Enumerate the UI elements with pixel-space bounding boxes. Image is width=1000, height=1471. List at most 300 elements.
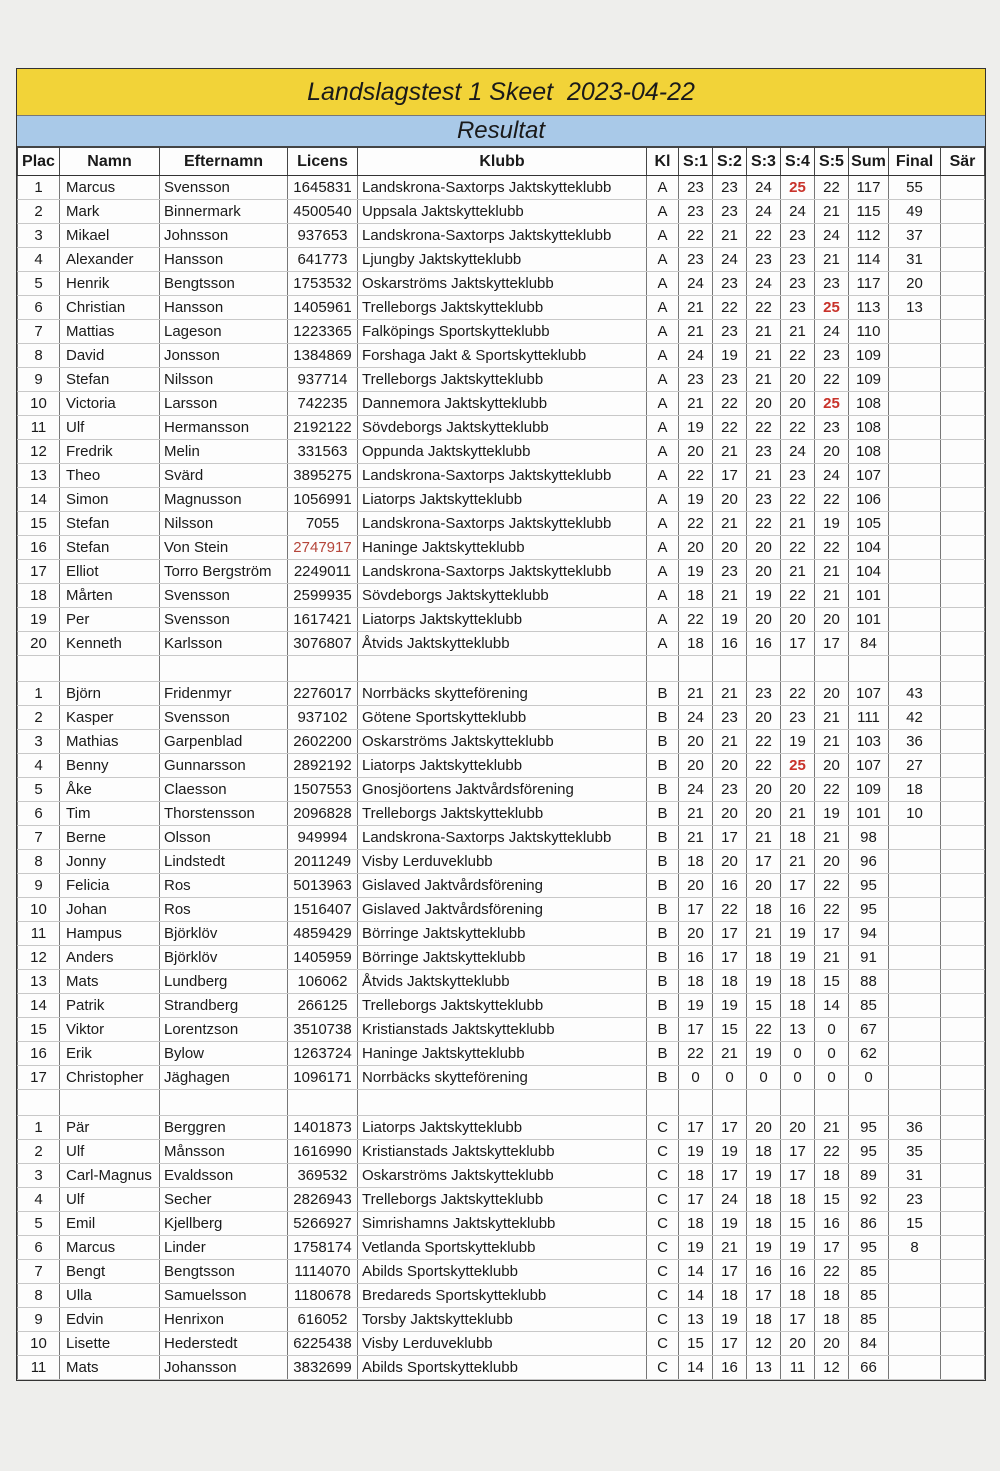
cell-plac: 14 (18, 994, 60, 1018)
cell-final (889, 994, 941, 1018)
cell-sum: 92 (849, 1188, 889, 1212)
cell-efternamn: Kjellberg (160, 1212, 288, 1236)
cell-kl: C (647, 1212, 679, 1236)
cell-klubb: Haninge Jaktskytteklubb (358, 536, 647, 560)
cell-klubb: Trelleborgs Jaktskytteklubb (358, 296, 647, 320)
cell-namn: Johan (60, 898, 160, 922)
cell-s3: 22 (747, 754, 781, 778)
column-header-sar: Sär (941, 148, 985, 176)
cell-namn: Pär (60, 1116, 160, 1140)
cell-s5: 25 (815, 296, 849, 320)
cell-s5: 0 (815, 1018, 849, 1042)
cell-sum: 85 (849, 994, 889, 1018)
cell-klubb: Kristianstads Jaktskytteklubb (358, 1018, 647, 1042)
cell-namn: Benny (60, 754, 160, 778)
empty-cell (18, 1090, 60, 1116)
result-row (18, 536, 985, 560)
result-row (18, 946, 985, 970)
cell-sum: 111 (849, 706, 889, 730)
cell-plac: 16 (18, 536, 60, 560)
cell-licens: 1180678 (288, 1284, 358, 1308)
empty-cell (60, 1090, 160, 1116)
cell-s4: 21 (781, 850, 815, 874)
cell-s2: 17 (713, 1116, 747, 1140)
empty-cell (647, 656, 679, 682)
cell-sum: 107 (849, 754, 889, 778)
cell-namn: Patrik (60, 994, 160, 1018)
cell-s5: 21 (815, 1116, 849, 1140)
cell-efternamn: Lundberg (160, 970, 288, 994)
cell-licens: 369532 (288, 1164, 358, 1188)
cell-s2: 16 (713, 1356, 747, 1380)
cell-sum: 95 (849, 874, 889, 898)
cell-s2: 21 (713, 224, 747, 248)
cell-s3: 21 (747, 368, 781, 392)
cell-s3: 23 (747, 248, 781, 272)
cell-s2: 16 (713, 632, 747, 656)
cell-s1: 18 (679, 850, 713, 874)
cell-efternamn: Johnsson (160, 224, 288, 248)
cell-kl: B (647, 1018, 679, 1042)
cell-final: 18 (889, 778, 941, 802)
cell-s1: 20 (679, 536, 713, 560)
cell-s1: 14 (679, 1284, 713, 1308)
cell-s3: 19 (747, 970, 781, 994)
cell-namn: Fredrik (60, 440, 160, 464)
cell-s5: 21 (815, 730, 849, 754)
cell-klubb: Trelleborgs Jaktskytteklubb (358, 802, 647, 826)
cell-licens: 742235 (288, 392, 358, 416)
cell-klubb: Landskrona-Saxtorps Jaktskytteklubb (358, 176, 647, 200)
cell-plac: 7 (18, 826, 60, 850)
cell-sum: 112 (849, 224, 889, 248)
result-row (18, 1140, 985, 1164)
cell-kl: A (647, 224, 679, 248)
cell-licens: 1056991 (288, 488, 358, 512)
cell-namn: Stefan (60, 512, 160, 536)
cell-s2: 22 (713, 416, 747, 440)
cell-s1: 17 (679, 1116, 713, 1140)
cell-kl: A (647, 296, 679, 320)
empty-cell (849, 1090, 889, 1116)
cell-sar (941, 536, 985, 560)
cell-licens: 1263724 (288, 1042, 358, 1066)
cell-sar (941, 778, 985, 802)
cell-plac: 9 (18, 874, 60, 898)
cell-s2: 21 (713, 440, 747, 464)
cell-efternamn: Larsson (160, 392, 288, 416)
cell-final: 43 (889, 682, 941, 706)
cell-final (889, 512, 941, 536)
cell-namn: Ulla (60, 1284, 160, 1308)
cell-plac: 2 (18, 200, 60, 224)
cell-efternamn: Magnusson (160, 488, 288, 512)
cell-s3: 21 (747, 320, 781, 344)
cell-s3: 13 (747, 1356, 781, 1380)
cell-sar (941, 464, 985, 488)
cell-final (889, 826, 941, 850)
cell-s5: 14 (815, 994, 849, 1018)
cell-s4: 24 (781, 200, 815, 224)
result-row (18, 488, 985, 512)
cell-s4: 13 (781, 1018, 815, 1042)
result-row (18, 754, 985, 778)
cell-s4: 25 (781, 176, 815, 200)
cell-sum: 101 (849, 584, 889, 608)
cell-klubb: Uppsala Jaktskytteklubb (358, 200, 647, 224)
result-row (18, 560, 985, 584)
cell-s5: 0 (815, 1042, 849, 1066)
cell-kl: C (647, 1356, 679, 1380)
cell-kl: A (647, 200, 679, 224)
cell-final (889, 850, 941, 874)
cell-sum: 108 (849, 440, 889, 464)
cell-s1: 21 (679, 826, 713, 850)
cell-sar (941, 826, 985, 850)
cell-klubb: Liatorps Jaktskytteklubb (358, 754, 647, 778)
cell-final (889, 874, 941, 898)
result-row (18, 970, 985, 994)
cell-final (889, 1018, 941, 1042)
cell-klubb: Landskrona-Saxtorps Jaktskytteklubb (358, 512, 647, 536)
cell-sar (941, 176, 985, 200)
cell-licens: 6225438 (288, 1332, 358, 1356)
cell-sum: 98 (849, 826, 889, 850)
column-header-namn: Namn (60, 148, 160, 176)
cell-s1: 22 (679, 1042, 713, 1066)
cell-s4: 19 (781, 730, 815, 754)
result-row (18, 922, 985, 946)
cell-s2: 23 (713, 706, 747, 730)
cell-klubb: Landskrona-Saxtorps Jaktskytteklubb (358, 826, 647, 850)
result-row (18, 778, 985, 802)
cell-efternamn: Olsson (160, 826, 288, 850)
cell-final (889, 1066, 941, 1090)
empty-cell (679, 1090, 713, 1116)
cell-kl: A (647, 584, 679, 608)
cell-s2: 21 (713, 1236, 747, 1260)
cell-plac: 11 (18, 922, 60, 946)
cell-s5: 21 (815, 706, 849, 730)
cell-sar (941, 1116, 985, 1140)
cell-efternamn: Hermansson (160, 416, 288, 440)
cell-s1: 20 (679, 730, 713, 754)
cell-sar (941, 200, 985, 224)
cell-plac: 3 (18, 730, 60, 754)
cell-sar (941, 1236, 985, 1260)
cell-s1: 24 (679, 706, 713, 730)
cell-s2: 23 (713, 176, 747, 200)
cell-licens: 7055 (288, 512, 358, 536)
cell-efternamn: Svensson (160, 176, 288, 200)
cell-s4: 22 (781, 488, 815, 512)
cell-klubb: Forshaga Jakt & Sportskytteklubb (358, 344, 647, 368)
cell-s3: 22 (747, 512, 781, 536)
cell-licens: 949994 (288, 826, 358, 850)
cell-s5: 17 (815, 632, 849, 656)
column-header-kl: Kl (647, 148, 679, 176)
cell-sum: 91 (849, 946, 889, 970)
cell-namn: Mark (60, 200, 160, 224)
cell-licens: 331563 (288, 440, 358, 464)
cell-s2: 21 (713, 512, 747, 536)
cell-sar (941, 994, 985, 1018)
cell-sum: 84 (849, 632, 889, 656)
cell-s1: 19 (679, 560, 713, 584)
cell-sar (941, 1212, 985, 1236)
cell-plac: 8 (18, 850, 60, 874)
cell-efternamn: Svensson (160, 584, 288, 608)
cell-s1: 21 (679, 682, 713, 706)
cell-final: 8 (889, 1236, 941, 1260)
cell-kl: B (647, 826, 679, 850)
cell-s2: 20 (713, 802, 747, 826)
result-row (18, 512, 985, 536)
cell-s5: 20 (815, 1332, 849, 1356)
cell-klubb: Visby Lerduveklubb (358, 1332, 647, 1356)
cell-kl: B (647, 730, 679, 754)
cell-final (889, 464, 941, 488)
cell-klubb: Haninge Jaktskytteklubb (358, 1042, 647, 1066)
cell-klubb: Visby Lerduveklubb (358, 850, 647, 874)
cell-s5: 23 (815, 272, 849, 296)
cell-sar (941, 706, 985, 730)
cell-licens: 1384869 (288, 344, 358, 368)
cell-klubb: Börringe Jaktskytteklubb (358, 946, 647, 970)
cell-s5: 22 (815, 1260, 849, 1284)
cell-namn: Elliot (60, 560, 160, 584)
cell-plac: 4 (18, 754, 60, 778)
cell-s3: 21 (747, 344, 781, 368)
empty-cell (18, 656, 60, 682)
cell-kl: B (647, 778, 679, 802)
cell-kl: B (647, 1042, 679, 1066)
cell-kl: B (647, 850, 679, 874)
cell-kl: B (647, 946, 679, 970)
cell-namn: Victoria (60, 392, 160, 416)
cell-namn: Edvin (60, 1308, 160, 1332)
cell-namn: Theo (60, 464, 160, 488)
cell-s3: 19 (747, 1164, 781, 1188)
cell-efternamn: Thorstensson (160, 802, 288, 826)
result-row (18, 706, 985, 730)
cell-kl: B (647, 754, 679, 778)
cell-efternamn: Hansson (160, 248, 288, 272)
cell-plac: 1 (18, 1116, 60, 1140)
cell-sar (941, 922, 985, 946)
cell-licens: 2096828 (288, 802, 358, 826)
cell-final (889, 946, 941, 970)
cell-s1: 20 (679, 922, 713, 946)
cell-s1: 24 (679, 272, 713, 296)
cell-kl: C (647, 1308, 679, 1332)
cell-s4: 22 (781, 536, 815, 560)
cell-licens: 4500540 (288, 200, 358, 224)
cell-licens: 2599935 (288, 584, 358, 608)
cell-s5: 12 (815, 1356, 849, 1380)
cell-licens: 1645831 (288, 176, 358, 200)
cell-sum: 104 (849, 536, 889, 560)
cell-s3: 20 (747, 778, 781, 802)
cell-s4: 21 (781, 320, 815, 344)
document-subtitle: Resultat (456, 117, 546, 144)
cell-klubb: Abilds Sportskytteklubb (358, 1260, 647, 1284)
cell-licens: 106062 (288, 970, 358, 994)
cell-klubb: Vetlanda Sportskytteklubb (358, 1236, 647, 1260)
cell-s4: 17 (781, 874, 815, 898)
cell-s3: 24 (747, 272, 781, 296)
cell-s5: 24 (815, 224, 849, 248)
cell-licens: 2276017 (288, 682, 358, 706)
cell-s3: 18 (747, 1212, 781, 1236)
cell-efternamn: Ros (160, 874, 288, 898)
cell-s5: 18 (815, 1164, 849, 1188)
cell-kl: A (647, 632, 679, 656)
cell-s4: 24 (781, 440, 815, 464)
cell-kl: A (647, 272, 679, 296)
cell-kl: B (647, 922, 679, 946)
cell-s3: 16 (747, 632, 781, 656)
result-row (18, 1188, 985, 1212)
cell-s2: 0 (713, 1066, 747, 1090)
cell-klubb: Abilds Sportskytteklubb (358, 1356, 647, 1380)
cell-s3: 17 (747, 1284, 781, 1308)
cell-final (889, 1260, 941, 1284)
cell-s4: 0 (781, 1042, 815, 1066)
cell-licens: 1114070 (288, 1260, 358, 1284)
cell-sum: 95 (849, 898, 889, 922)
cell-sar (941, 1332, 985, 1356)
result-row (18, 1164, 985, 1188)
results-sheet (16, 68, 986, 1381)
cell-s1: 23 (679, 200, 713, 224)
empty-cell (160, 1090, 288, 1116)
cell-s3: 12 (747, 1332, 781, 1356)
cell-klubb: Börringe Jaktskytteklubb (358, 922, 647, 946)
cell-s1: 18 (679, 584, 713, 608)
cell-sar (941, 416, 985, 440)
cell-namn: Ulf (60, 1188, 160, 1212)
cell-plac: 6 (18, 296, 60, 320)
cell-final (889, 368, 941, 392)
cell-sum: 95 (849, 1116, 889, 1140)
cell-s3: 23 (747, 488, 781, 512)
result-band (17, 116, 985, 147)
cell-s3: 20 (747, 1116, 781, 1140)
cell-sar (941, 754, 985, 778)
cell-s4: 23 (781, 464, 815, 488)
cell-final (889, 1356, 941, 1380)
cell-sum: 103 (849, 730, 889, 754)
empty-cell (941, 656, 985, 682)
cell-s2: 19 (713, 1140, 747, 1164)
cell-s4: 19 (781, 946, 815, 970)
cell-s4: 11 (781, 1356, 815, 1380)
cell-s4: 19 (781, 1236, 815, 1260)
cell-s1: 19 (679, 488, 713, 512)
cell-s4: 16 (781, 898, 815, 922)
cell-s3: 24 (747, 176, 781, 200)
cell-plac: 3 (18, 224, 60, 248)
cell-licens: 5266927 (288, 1212, 358, 1236)
cell-s1: 20 (679, 754, 713, 778)
cell-s1: 21 (679, 296, 713, 320)
cell-s5: 22 (815, 368, 849, 392)
result-row (18, 898, 985, 922)
cell-licens: 2249011 (288, 560, 358, 584)
cell-klubb: Sövdeborgs Jaktskytteklubb (358, 416, 647, 440)
cell-final (889, 1284, 941, 1308)
cell-efternamn: Månsson (160, 1140, 288, 1164)
cell-sum: 66 (849, 1356, 889, 1380)
cell-s5: 19 (815, 802, 849, 826)
cell-final (889, 608, 941, 632)
cell-s5: 24 (815, 320, 849, 344)
cell-s1: 22 (679, 512, 713, 536)
empty-cell (60, 656, 160, 682)
cell-licens: 3895275 (288, 464, 358, 488)
cell-s5: 0 (815, 1066, 849, 1090)
cell-sum: 115 (849, 200, 889, 224)
cell-namn: Emil (60, 1212, 160, 1236)
cell-plac: 13 (18, 464, 60, 488)
cell-klubb: Liatorps Jaktskytteklubb (358, 488, 647, 512)
cell-s2: 17 (713, 1164, 747, 1188)
cell-sum: 109 (849, 344, 889, 368)
cell-sar (941, 560, 985, 584)
cell-sar (941, 1284, 985, 1308)
cell-sum: 84 (849, 1332, 889, 1356)
cell-sum: 106 (849, 488, 889, 512)
cell-s1: 24 (679, 344, 713, 368)
cell-s4: 20 (781, 778, 815, 802)
cell-s3: 22 (747, 296, 781, 320)
column-header-sum: Sum (849, 148, 889, 176)
cell-sum: 114 (849, 248, 889, 272)
cell-licens: 3076807 (288, 632, 358, 656)
cell-klubb: Liatorps Jaktskytteklubb (358, 1116, 647, 1140)
cell-s3: 20 (747, 536, 781, 560)
cell-sum: 0 (849, 1066, 889, 1090)
cell-s5: 22 (815, 1140, 849, 1164)
cell-plac: 7 (18, 1260, 60, 1284)
cell-s5: 21 (815, 584, 849, 608)
cell-s5: 15 (815, 1188, 849, 1212)
cell-s1: 21 (679, 802, 713, 826)
cell-efternamn: Bengtsson (160, 1260, 288, 1284)
cell-s5: 21 (815, 560, 849, 584)
cell-klubb: Åtvids Jaktskytteklubb (358, 970, 647, 994)
cell-sum: 86 (849, 1212, 889, 1236)
cell-klubb: Gnosjöortens Jaktvårdsförening (358, 778, 647, 802)
cell-s3: 0 (747, 1066, 781, 1090)
cell-s4: 22 (781, 416, 815, 440)
cell-kl: A (647, 248, 679, 272)
cell-s4: 17 (781, 1308, 815, 1332)
cell-s4: 18 (781, 1188, 815, 1212)
cell-s4: 21 (781, 512, 815, 536)
cell-sar (941, 682, 985, 706)
cell-s4: 23 (781, 706, 815, 730)
cell-final (889, 922, 941, 946)
cell-s5: 22 (815, 176, 849, 200)
cell-final (889, 392, 941, 416)
cell-final (889, 584, 941, 608)
cell-kl: A (647, 608, 679, 632)
cell-s2: 15 (713, 1018, 747, 1042)
cell-s4: 15 (781, 1212, 815, 1236)
cell-sar (941, 344, 985, 368)
